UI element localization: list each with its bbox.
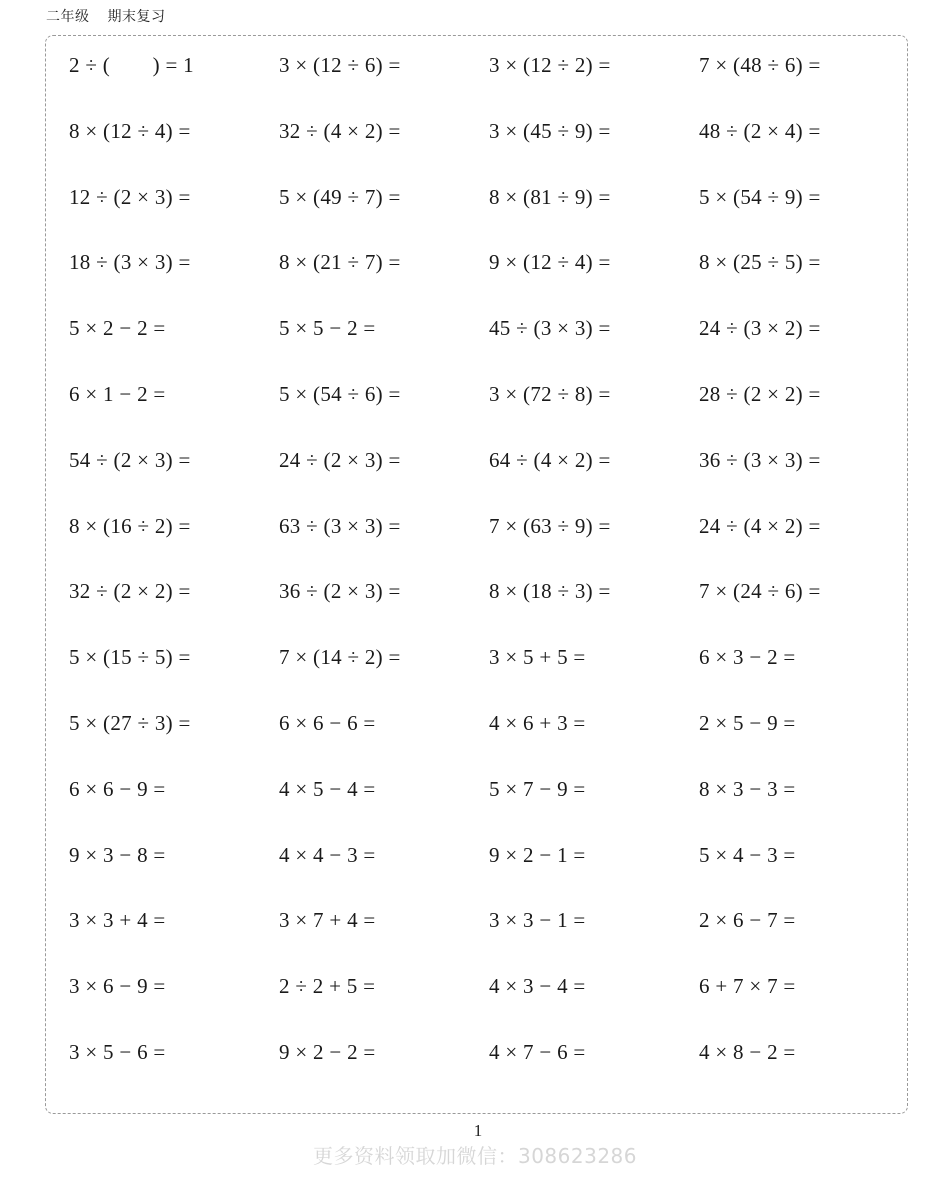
- problem-row: [69, 443, 909, 509]
- page-number: 1: [473, 1121, 483, 1140]
- math-problem: 7 × (14 ÷ 2) =: [279, 645, 401, 670]
- math-problem: 32 ÷ (4 × 2) =: [279, 118, 401, 143]
- worksheet-box: [45, 35, 908, 1114]
- math-problem: 4 × 7 − 6 =: [489, 1039, 586, 1064]
- math-problem: 2 ÷ ( ) = 1: [69, 53, 194, 77]
- math-problem: 4 × 6 + 3 =: [489, 710, 586, 735]
- math-problem: 6 × 3 − 2 =: [699, 645, 796, 670]
- problem-row: [69, 245, 909, 311]
- math-problem: 8 × 3 − 3 =: [699, 776, 796, 801]
- math-problem: 4 × 5 − 4 =: [279, 776, 376, 801]
- math-problem: 28 ÷ (2 × 2) =: [699, 381, 821, 406]
- math-problem: 5 × 4 − 3 =: [699, 842, 796, 867]
- math-problem: 5 × (54 ÷ 9) =: [699, 184, 821, 209]
- watermark-text: 更多资料领取加微信：308623286: [312, 1144, 638, 1168]
- math-problem: 6 × 6 − 9 =: [69, 776, 166, 801]
- math-problem: 4 × 4 − 3 =: [279, 842, 376, 867]
- math-problem: 5 × (27 ÷ 3) =: [69, 710, 191, 735]
- math-problem: 3 × 3 + 4 =: [69, 908, 166, 933]
- problem-row: [69, 509, 909, 575]
- problem-row: [69, 640, 909, 706]
- problem-row: [69, 706, 909, 772]
- math-problem: 45 ÷ (3 × 3) =: [489, 316, 611, 341]
- math-problem: 3 × 3 − 1 =: [489, 908, 586, 933]
- math-problem: 6 × 6 − 6 =: [279, 710, 376, 735]
- math-problem: 3 × 6 − 9 =: [69, 974, 166, 999]
- math-problem: 2 ÷ 2 + 5 =: [279, 974, 376, 999]
- math-problem: 2 × 6 − 7 =: [699, 908, 796, 933]
- math-problem: 3 × (12 ÷ 6) =: [279, 53, 401, 77]
- math-problem: 3 × (45 ÷ 9) =: [489, 118, 611, 143]
- math-problem: 7 × (63 ÷ 9) =: [489, 513, 611, 538]
- problem-row: [69, 180, 909, 246]
- math-problem: 3 × 5 − 6 =: [69, 1039, 166, 1064]
- math-problem: 7 × (48 ÷ 6) =: [699, 53, 821, 77]
- math-problem: 6 + 7 × 7 =: [699, 974, 796, 999]
- problem-row: [69, 377, 909, 443]
- math-problem: 3 × (72 ÷ 8) =: [489, 381, 611, 406]
- math-problem: 8 × (25 ÷ 5) =: [699, 250, 821, 275]
- math-problem: 2 × 5 − 9 =: [699, 710, 796, 735]
- math-problem: 5 × (49 ÷ 7) =: [279, 184, 401, 209]
- problem-row: [69, 838, 909, 904]
- problem-row: [69, 311, 909, 377]
- problem-row: [69, 574, 909, 640]
- worksheet-title: 期末复习: [107, 9, 166, 25]
- problem-row: [69, 48, 909, 114]
- problem-row: [69, 1035, 909, 1101]
- math-problem: 36 ÷ (3 × 3) =: [699, 447, 821, 472]
- problem-row: [69, 969, 909, 1035]
- page-header: [46, 6, 166, 26]
- math-problem: 64 ÷ (4 × 2) =: [489, 447, 611, 472]
- math-problem: 63 ÷ (3 × 3) =: [279, 513, 401, 538]
- math-problem: 8 × (12 ÷ 4) =: [69, 118, 191, 143]
- math-problem: 8 × (81 ÷ 9) =: [489, 184, 611, 209]
- problem-row: [69, 903, 909, 969]
- math-problem: 9 × 3 − 8 =: [69, 842, 166, 867]
- math-problem: 6 × 1 − 2 =: [69, 381, 166, 406]
- math-problem: 3 × 5 + 5 =: [489, 645, 586, 670]
- math-problem: 8 × (18 ÷ 3) =: [489, 579, 611, 604]
- math-problem: 4 × 8 − 2 =: [699, 1039, 796, 1064]
- problem-row: [69, 772, 909, 838]
- math-problem: 5 × 5 − 2 =: [279, 316, 376, 341]
- math-problem: 5 × (54 ÷ 6) =: [279, 381, 401, 406]
- math-problem: 5 × 2 − 2 =: [69, 316, 166, 341]
- math-problem: 7 × (24 ÷ 6) =: [699, 579, 821, 604]
- math-problem: 24 ÷ (2 × 3) =: [279, 447, 401, 472]
- math-problem: 48 ÷ (2 × 4) =: [699, 118, 821, 143]
- math-problem: 4 × 3 − 4 =: [489, 974, 586, 999]
- math-problem: 9 × (12 ÷ 4) =: [489, 250, 611, 275]
- math-problem: 36 ÷ (2 × 3) =: [279, 579, 401, 604]
- math-problem: 24 ÷ (4 × 2) =: [699, 513, 821, 538]
- math-problem: 3 × (12 ÷ 2) =: [489, 53, 611, 77]
- math-problem: 5 × (15 ÷ 5) =: [69, 645, 191, 670]
- problem-grid: [69, 48, 909, 1101]
- math-problem: 8 × (21 ÷ 7) =: [279, 250, 401, 275]
- math-problem: 24 ÷ (3 × 2) =: [699, 316, 821, 341]
- math-problem: 3 × 7 + 4 =: [279, 908, 376, 933]
- grade-label: 二年级: [46, 9, 90, 25]
- math-problem: 12 ÷ (2 × 3) =: [69, 184, 191, 209]
- math-problem: 32 ÷ (2 × 2) =: [69, 579, 191, 604]
- math-problem: 8 × (16 ÷ 2) =: [69, 513, 191, 538]
- math-problem: 18 ÷ (3 × 3) =: [69, 250, 191, 275]
- math-problem: 9 × 2 − 1 =: [489, 842, 586, 867]
- math-problem: 9 × 2 − 2 =: [279, 1039, 376, 1064]
- math-problem: 5 × 7 − 9 =: [489, 776, 586, 801]
- math-problem: 54 ÷ (2 × 3) =: [69, 447, 191, 472]
- problem-row: [69, 114, 909, 180]
